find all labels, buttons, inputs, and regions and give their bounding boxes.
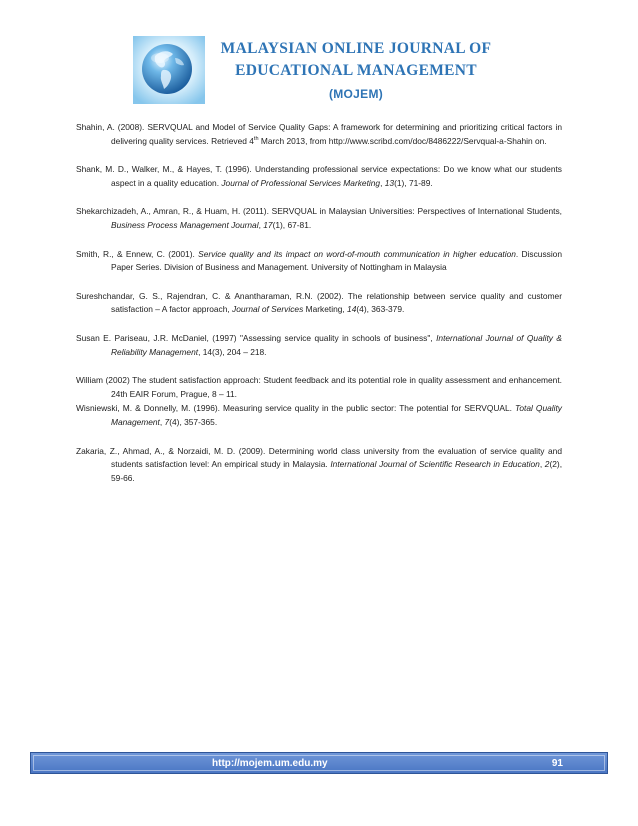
- reference-italic2: 7: [164, 416, 170, 427]
- reference-pre: Shekarchizadeh, A., Amran, R., & Huam, H. (2011). SERVQUAL in Malaysian Universities: Perspectives of International Students,: [76, 206, 562, 217]
- reference-post: (1), 67-81.: [272, 219, 312, 230]
- reference-pre: William (2002) The student satisfaction approach: Student feedback and its potential role in quality assessment and enhancement. 24th EAIR Forum, Prague, 8 – 11.: [76, 375, 562, 399]
- reference-post: March 2013, from http://www.scribd.com/doc/8486222/Servqual-a-Shahin on.: [258, 135, 547, 146]
- reference-pre: Sureshchandar, G. S., Rajendran, C. & Anantharaman, R.N. (2002). The relationship between service quality and customer satisfaction – A factor approach,: [76, 290, 562, 315]
- reference-italic: International Journal of Scientific Research in Education: [330, 459, 540, 470]
- reference-entry: [76, 374, 562, 401]
- journal-abbreviation: (MOJEM): [328, 87, 384, 101]
- reference-italic: Total Quality Management: [111, 403, 562, 427]
- reference-mid: ,: [380, 177, 385, 188]
- page-footer: [30, 752, 608, 774]
- journal-title-line-1: MALAYSIAN ONLINE JOURNAL OF: [220, 40, 492, 57]
- page-number: 91: [551, 757, 563, 769]
- footer-url[interactable]: http://mojem.um.edu.my: [212, 757, 328, 769]
- reference-italic2: 17: [263, 219, 273, 230]
- reference-entry: [76, 290, 562, 317]
- reference-list: [76, 121, 562, 500]
- reference-entry: [76, 402, 562, 429]
- reference-italic: Business Process Management Journal: [111, 219, 259, 230]
- reference-entry: [76, 121, 562, 148]
- reference-pre: Wisniewski, M. & Donnelly, M. (1996). Measuring service quality in the public sector: The potential for SERVQUAL.: [76, 403, 516, 414]
- journal-logo: [133, 36, 205, 104]
- reference-post: (4), 363-379.: [356, 304, 405, 315]
- reference-mid: ,: [159, 416, 165, 427]
- reference-entry: [76, 332, 562, 359]
- reference-entry: [76, 445, 562, 486]
- reference-entry: [76, 163, 562, 190]
- journal-title: [206, 38, 506, 105]
- reference-pre: Shank, M. D., Walker, M., & Hayes, T. (1996). Understanding professional service expectations: Do we know what our students aspect in a quality education.: [76, 164, 562, 188]
- reference-italic2: 13: [384, 177, 395, 188]
- reference-pre: Zakaria, Z., Ahmad, A., & Norzaidi, M. D. (2009). Determining world class university from the evaluation of service quality and students satisfaction level: An empirical study in Malaysia.: [76, 445, 562, 470]
- reference-post: (4), 357-365.: [169, 416, 218, 427]
- reference-italic: Journal of Services: [232, 304, 304, 315]
- journal-title-line-2: EDUCATIONAL MANAGEMENT: [235, 62, 477, 79]
- reference-entry: [76, 205, 562, 232]
- reference-italic: Journal of Professional Services Marketing: [221, 177, 381, 188]
- reference-post: (1), 71-89.: [394, 177, 433, 188]
- reference-italic2: 14: [347, 304, 357, 315]
- reference-post: (2), 59-66.: [111, 459, 563, 483]
- reference-entry: [76, 248, 562, 275]
- reference-pre: Shahin, A. (2008). SERVQUAL and Model of Service Quality Gaps: A framework for determining and prioritizing critical factors in delivering quality services. Retrieved 4: [76, 122, 562, 146]
- reference-mid: ,: [258, 219, 264, 230]
- globe-icon: [133, 36, 205, 104]
- reference-post: . Discussion Paper Series. Division of Business and Management. University of Nottingham in Malaysia: [111, 248, 562, 273]
- reference-italic2: 2: [544, 459, 550, 470]
- reference-sup: th: [253, 135, 259, 142]
- reference-pre: Smith, R., & Ennew, C. (2001).: [76, 248, 199, 259]
- reference-post: , 14(3), 204 – 218.: [198, 346, 267, 357]
- reference-italic: International Journal of Quality & Reliability Management: [111, 332, 562, 357]
- reference-mid: ,: [539, 459, 545, 470]
- reference-mid: Marketing,: [303, 304, 348, 315]
- reference-pre: Susan E. Pariseau, J.R. McDaniel, (1997) "Assessing service quality in schools of business",: [76, 332, 437, 343]
- reference-italic: Service quality and its impact on word-of-mouth communication in higher education: [198, 248, 516, 259]
